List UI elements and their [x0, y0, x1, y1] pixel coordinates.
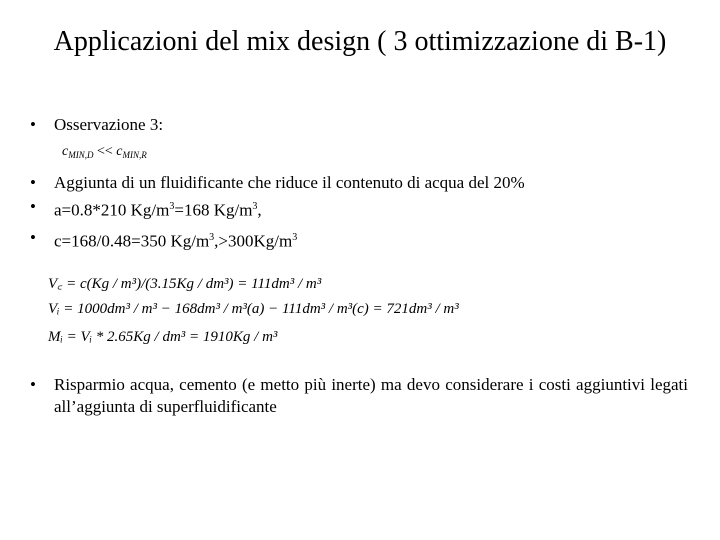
conclusion-text: Risparmio acqua, cemento (e metto più inerte) ma devo considerare i costi aggiuntivi legati all’aggiunta di superfluidificante — [54, 375, 688, 416]
formula-vi: Vᵢ = 1000dm³ / m³ − 168dm³ / m³(a) − 111dm³ / m³(c) = 721dm³ / m³ — [48, 301, 459, 317]
bullet-text: a=0.8*210 $Kg/m^3=168$ $Kg/m^3$, — [54, 200, 262, 220]
bullet-icon: • — [30, 228, 36, 247]
bullet-icon: • — [30, 197, 36, 216]
bullet-icon: • — [30, 375, 36, 394]
bullet-icon: • — [30, 173, 36, 192]
observation-text: Osservazione 3: — [54, 115, 164, 134]
bullet-icon: • — [30, 115, 36, 134]
bullet-text: Aggiunta di un fluidificante che riduce il contenuto di acqua del 20% — [54, 173, 525, 192]
formula-vc: V꜀ = c(Kg / m³)/(3.15Kg / dm³) = 111dm³ / m³ — [48, 276, 322, 292]
formula-mi: Mᵢ = Vᵢ * 2.65Kg / dm³ = 1910Kg / m³ — [48, 329, 278, 345]
slide-title: Applicazioni del mix design ( 3 ottimizzazione di B-1) — [53, 26, 667, 57]
bullet-text: c=168/0.48=350 $Kg/m^3,>300Kg/m^3$ — [54, 231, 298, 251]
inequality-formula: $c_{MIN,D} << c_{MIN,R}$ — [62, 144, 147, 160]
